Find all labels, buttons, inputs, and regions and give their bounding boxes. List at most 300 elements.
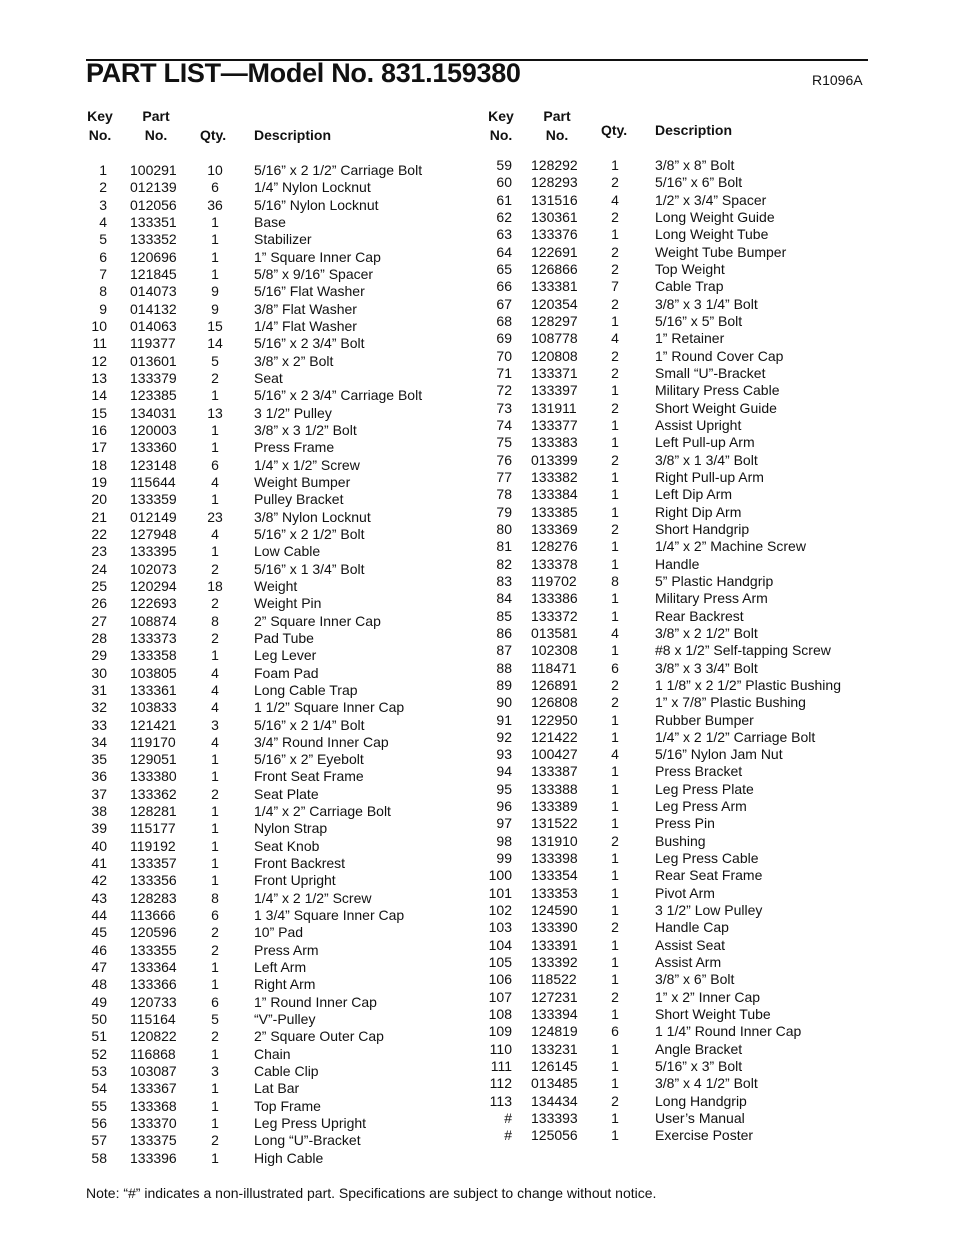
- quantity: 1: [611, 312, 619, 329]
- description: 1 1/8” x 2 1/2” Plastic Bushing: [655, 676, 841, 693]
- key-number: 39: [91, 820, 107, 837]
- quantity: 1: [611, 763, 619, 780]
- part-number: 133364: [130, 959, 177, 976]
- part-row: [472, 1006, 868, 1023]
- quantity: 1: [211, 837, 219, 854]
- part-row: [86, 179, 466, 196]
- part-row: [86, 543, 466, 560]
- part-row: [86, 665, 466, 682]
- part-row: [86, 318, 466, 335]
- part-row: [472, 192, 868, 209]
- part-number: 131910: [531, 832, 578, 849]
- description: 5/16” x 2 1/4” Bolt: [254, 716, 365, 733]
- part-number: 133383: [531, 434, 578, 451]
- part-row: [86, 509, 466, 526]
- quantity: 13: [207, 404, 223, 421]
- part-number: 133355: [130, 941, 177, 958]
- part-number: 133391: [531, 936, 578, 953]
- description: Rear Backrest: [655, 607, 744, 624]
- part-number: 133377: [531, 416, 578, 433]
- right-description-header: Description: [655, 122, 733, 138]
- key-number: 83: [496, 572, 512, 589]
- description: Short Handgrip: [655, 520, 750, 537]
- key-number: 52: [91, 1045, 107, 1062]
- description: Chain: [254, 1045, 291, 1062]
- part-row: [86, 422, 466, 439]
- key-number: 66: [496, 278, 512, 295]
- part-number: 119377: [130, 335, 176, 352]
- part-row: [86, 751, 466, 768]
- description: 1” x 2” Inner Cap: [655, 988, 761, 1005]
- part-number: 126808: [531, 694, 578, 711]
- part-row: [86, 474, 466, 491]
- key-number: 5: [99, 231, 107, 248]
- part-number: 129051: [130, 751, 177, 768]
- key-number: 29: [91, 647, 107, 664]
- part-row: [86, 266, 466, 283]
- part-row: [86, 942, 466, 959]
- part-number: 113666: [130, 907, 176, 924]
- key-number: 23: [91, 543, 107, 560]
- part-number: 133392: [531, 954, 578, 971]
- part-number: 127948: [130, 525, 177, 542]
- key-number: 6: [99, 248, 107, 265]
- part-row: [472, 382, 868, 399]
- part-row: [472, 590, 868, 607]
- part-row: [86, 820, 466, 837]
- description: Short Weight Tube: [655, 1006, 771, 1023]
- key-number: 113: [489, 1092, 512, 1109]
- key-number: 98: [496, 832, 512, 849]
- quantity: 6: [211, 456, 219, 473]
- quantity: 3: [211, 716, 219, 733]
- description: 1/4” x 2” Carriage Bolt: [254, 803, 391, 820]
- left-qty-header: Qty.: [200, 127, 227, 143]
- part-number: 012139: [130, 179, 177, 196]
- part-row: [472, 642, 868, 659]
- description: Right Pull-up Arm: [655, 468, 764, 485]
- part-number: 014063: [130, 317, 177, 334]
- part-number: 014073: [130, 283, 177, 300]
- part-row: [86, 907, 466, 924]
- part-number: 128283: [130, 889, 177, 906]
- description: Assist Seat: [655, 936, 726, 953]
- quantity: 1: [211, 855, 219, 872]
- quantity: 1: [211, 231, 219, 248]
- part-row: [86, 1150, 466, 1167]
- key-number: 49: [91, 993, 107, 1010]
- part-number: 122693: [130, 595, 177, 612]
- quantity: 1: [611, 382, 619, 399]
- key-number: 84: [496, 590, 512, 607]
- description: 3/8” x 8” Bolt: [655, 157, 735, 173]
- key-number: 36: [91, 768, 107, 785]
- description: Weight Tube Bumper: [655, 243, 787, 260]
- part-number: 134031: [130, 404, 177, 421]
- key-number: 54: [91, 1080, 107, 1097]
- part-number: 123385: [130, 387, 177, 404]
- part-row: [472, 1041, 868, 1058]
- quantity: 1: [611, 971, 619, 988]
- quantity: 18: [207, 577, 223, 594]
- part-row: [472, 400, 868, 417]
- part-row: [86, 613, 466, 630]
- part-number: 122691: [531, 243, 578, 260]
- part-number: 133361: [130, 681, 177, 698]
- quantity: 2: [611, 399, 619, 416]
- key-number: 82: [496, 555, 512, 572]
- part-row: [472, 278, 868, 295]
- key-number: 51: [91, 1028, 107, 1045]
- key-number: 50: [91, 1011, 107, 1028]
- part-row: [86, 561, 466, 578]
- quantity: 4: [211, 681, 219, 698]
- description: “V”-Pulley: [254, 1011, 316, 1028]
- quantity: 1: [611, 538, 619, 555]
- quantity: 9: [211, 283, 219, 300]
- left-part-header-top: Part: [142, 108, 170, 124]
- part-number: 115164: [130, 1011, 176, 1028]
- part-row: [86, 526, 466, 543]
- right-part-header-top: Part: [543, 108, 571, 124]
- part-row: [86, 335, 466, 352]
- key-number: 90: [496, 694, 512, 711]
- quantity: 2: [611, 919, 619, 936]
- description: Assist Upright: [655, 416, 742, 433]
- part-row: [86, 1028, 466, 1045]
- description: Press Bracket: [655, 763, 743, 780]
- part-number: 128276: [531, 538, 578, 555]
- part-number: 115177: [130, 820, 176, 837]
- description: Front Upright: [254, 872, 336, 889]
- description: Leg Press Upright: [254, 1115, 367, 1132]
- description: 1/4” Flat Washer: [254, 317, 357, 334]
- key-number: 105: [488, 954, 512, 971]
- part-row: [472, 1075, 868, 1092]
- part-number: 118522: [531, 971, 577, 988]
- part-row: [472, 608, 868, 625]
- description: Top Weight: [655, 260, 725, 277]
- key-number: 11: [92, 335, 107, 352]
- part-row: [86, 1046, 466, 1063]
- key-number: 3: [99, 196, 107, 213]
- quantity: 5: [211, 352, 219, 369]
- quantity: 14: [207, 335, 223, 352]
- key-number: 79: [496, 503, 512, 520]
- part-row: [86, 717, 466, 734]
- description: 5” Plastic Handgrip: [655, 572, 774, 589]
- part-row: [472, 521, 868, 538]
- quantity: 15: [207, 317, 223, 334]
- part-number: 100291: [130, 162, 177, 178]
- part-row: [86, 162, 466, 179]
- description: 5/16” x 3” Bolt: [655, 1058, 743, 1075]
- part-number: 125056: [531, 1127, 578, 1144]
- part-row: [472, 937, 868, 954]
- key-number: 47: [91, 959, 107, 976]
- part-number: 133351: [130, 213, 177, 230]
- quantity: 5: [211, 1011, 219, 1028]
- description: Long Weight Tube: [655, 226, 769, 243]
- key-number: 104: [488, 936, 512, 953]
- quantity: 2: [211, 595, 219, 612]
- part-row: [86, 872, 466, 889]
- description: Top Frame: [254, 1097, 321, 1114]
- page-title: PART LIST—Model No. 831.159380: [86, 58, 521, 88]
- part-number: 133372: [531, 607, 578, 624]
- key-number: 78: [496, 486, 512, 503]
- part-row: [472, 469, 868, 486]
- quantity: 4: [611, 624, 619, 641]
- part-number: 121845: [130, 265, 177, 282]
- description: Press Frame: [254, 439, 335, 456]
- key-number: 31: [91, 681, 107, 698]
- key-number: 88: [496, 659, 512, 676]
- key-number: 95: [496, 780, 512, 797]
- key-number: 60: [496, 174, 512, 191]
- part-row: [472, 504, 868, 521]
- quantity: 1: [611, 1075, 619, 1092]
- part-number: 128297: [531, 312, 578, 329]
- part-row: [86, 786, 466, 803]
- key-number: 21: [91, 508, 107, 525]
- right-part-header: [532, 107, 582, 145]
- quantity: 1: [211, 959, 219, 976]
- description: Press Arm: [254, 941, 319, 958]
- key-number: 30: [91, 664, 107, 681]
- part-number: 118471: [531, 659, 577, 676]
- description: 2” Square Outer Cap: [254, 1028, 384, 1045]
- quantity: 2: [611, 174, 619, 191]
- quantity: 1: [211, 543, 219, 560]
- key-number: 100: [488, 867, 512, 884]
- quantity: 1: [211, 768, 219, 785]
- quantity: 2: [211, 560, 219, 577]
- key-number: 13: [91, 369, 107, 386]
- left-part-header-bottom: No.: [144, 127, 168, 143]
- quantity: 1: [611, 157, 619, 173]
- part-row: [86, 855, 466, 872]
- part-number: 133231: [531, 1040, 578, 1057]
- quantity: 1: [211, 439, 219, 456]
- quantity: 1: [611, 867, 619, 884]
- part-row: [472, 1058, 868, 1075]
- key-number: 97: [496, 815, 512, 832]
- quantity: 4: [211, 525, 219, 542]
- description: Rear Seat Frame: [655, 867, 763, 884]
- quantity: 1: [611, 954, 619, 971]
- key-number: 93: [496, 746, 512, 763]
- key-number: 96: [496, 798, 512, 815]
- quantity: 2: [211, 941, 219, 958]
- quantity: 1: [611, 486, 619, 503]
- key-number: 59: [496, 157, 512, 173]
- part-number: 102308: [531, 642, 578, 659]
- quantity: 2: [611, 676, 619, 693]
- description: Pulley Bracket: [254, 491, 344, 508]
- quantity: 36: [207, 196, 223, 213]
- quantity: 2: [211, 629, 219, 646]
- key-number: 80: [496, 520, 512, 537]
- key-number: 73: [496, 399, 512, 416]
- quantity: 2: [211, 369, 219, 386]
- left-key-header-top: Key: [87, 108, 113, 124]
- description: Weight Pin: [254, 595, 322, 612]
- quantity: 1: [611, 590, 619, 607]
- part-row: [472, 174, 868, 191]
- part-row: [472, 660, 868, 677]
- key-number: 57: [91, 1132, 107, 1149]
- key-number: 76: [496, 451, 512, 468]
- description: 1/4” x 1/2” Screw: [254, 456, 360, 473]
- part-number: 120596: [130, 924, 177, 941]
- part-row: [472, 486, 868, 503]
- key-number: 9: [99, 300, 107, 317]
- part-number: 133367: [130, 1080, 177, 1097]
- key-number: 4: [99, 213, 107, 230]
- part-row: [472, 677, 868, 694]
- part-number: 133370: [130, 1115, 177, 1132]
- quantity: 2: [611, 988, 619, 1005]
- part-row: [86, 924, 466, 941]
- part-row: [472, 1093, 868, 1110]
- document-code: R1096A: [812, 72, 863, 88]
- part-number: 120733: [130, 993, 177, 1010]
- quantity: 4: [611, 330, 619, 347]
- key-number: 102: [488, 902, 512, 919]
- quantity: 1: [611, 711, 619, 728]
- key-number: 10: [91, 317, 107, 334]
- part-number: 133384: [531, 486, 578, 503]
- description: 3/4” Round Inner Cap: [254, 733, 389, 750]
- key-number: 2: [99, 179, 107, 196]
- key-number: 25: [91, 577, 107, 594]
- part-number: 133368: [130, 1097, 177, 1114]
- part-number: 120808: [531, 347, 578, 364]
- key-number: 103: [488, 919, 512, 936]
- description: Front Backrest: [254, 855, 346, 872]
- part-number: 133397: [531, 382, 578, 399]
- key-number: 106: [488, 971, 512, 988]
- part-number: 126145: [531, 1058, 578, 1075]
- part-row: [472, 573, 868, 590]
- part-row: [86, 1132, 466, 1149]
- part-row: [472, 1127, 868, 1144]
- part-row: [472, 417, 868, 434]
- description: 5/16” x 2” Eyebolt: [254, 751, 364, 768]
- part-number: 120822: [130, 1028, 177, 1045]
- quantity: 1: [611, 468, 619, 485]
- part-number: 124590: [531, 902, 578, 919]
- part-number: 100427: [531, 746, 578, 763]
- part-number: 133360: [130, 439, 177, 456]
- part-row: [472, 815, 868, 832]
- description: Pad Tube: [254, 629, 314, 646]
- key-number: 101: [488, 884, 512, 901]
- description: High Cable: [254, 1149, 324, 1166]
- key-number: 28: [91, 629, 107, 646]
- part-number: 123148: [130, 456, 177, 473]
- quantity: 1: [211, 820, 219, 837]
- part-number: 133393: [531, 1110, 578, 1127]
- description: 5/8” x 9/16” Spacer: [254, 265, 374, 282]
- part-number: 120354: [531, 295, 578, 312]
- part-row: [86, 734, 466, 751]
- quantity: 1: [611, 1127, 619, 1144]
- quantity: 1: [611, 642, 619, 659]
- part-row: [472, 885, 868, 902]
- description: Lat Bar: [254, 1080, 300, 1097]
- part-row: [472, 226, 868, 243]
- quantity: 8: [211, 612, 219, 629]
- quantity: 1: [211, 248, 219, 265]
- description: 1 3/4” Square Inner Cap: [254, 907, 405, 924]
- description: Seat Knob: [254, 837, 320, 854]
- key-number: 8: [99, 283, 107, 300]
- quantity: 1: [611, 902, 619, 919]
- key-number: 109: [488, 1023, 512, 1040]
- description: 3/8” Nylon Locknut: [254, 508, 371, 525]
- key-number: 17: [91, 439, 107, 456]
- part-number: 133382: [531, 468, 578, 485]
- description: #8 x 1/2” Self-tapping Screw: [655, 642, 831, 659]
- quantity: 1: [211, 387, 219, 404]
- part-number: 134434: [531, 1092, 578, 1109]
- description: 1/4” x 2 1/2” Screw: [254, 889, 372, 906]
- quantity: 1: [611, 780, 619, 797]
- part-row: [86, 1098, 466, 1115]
- part-row: [472, 712, 868, 729]
- quantity: 2: [611, 364, 619, 381]
- right-key-header: [481, 107, 521, 145]
- quantity: 4: [211, 664, 219, 681]
- description: Leg Press Arm: [655, 798, 747, 815]
- part-number: 133396: [130, 1149, 177, 1166]
- part-row: [472, 157, 868, 174]
- part-number: 133369: [531, 520, 578, 537]
- description: 5/16” x 5” Bolt: [655, 312, 743, 329]
- part-number: 115644: [130, 473, 176, 490]
- part-number: 119192: [130, 837, 176, 854]
- description: Angle Bracket: [655, 1040, 743, 1057]
- description: Low Cable: [254, 543, 321, 560]
- part-number: 120294: [130, 577, 177, 594]
- part-number: 122950: [531, 711, 578, 728]
- description: Base: [254, 213, 286, 230]
- quantity: 2: [211, 924, 219, 941]
- description: 3/8” x 3 1/2” Bolt: [254, 421, 357, 438]
- quantity: 1: [211, 1115, 219, 1132]
- key-number: 81: [496, 538, 512, 555]
- quantity: 1: [211, 803, 219, 820]
- quantity: 2: [211, 785, 219, 802]
- description: 3/8” x 6” Bolt: [655, 971, 735, 988]
- key-number: 62: [496, 208, 512, 225]
- part-number: 131911: [531, 399, 577, 416]
- part-number: 133376: [531, 226, 578, 243]
- description: 10” Pad: [254, 924, 304, 941]
- key-number: 46: [91, 941, 107, 958]
- part-number: 121422: [531, 728, 578, 745]
- description: 1” Retainer: [655, 330, 725, 347]
- part-row: [472, 538, 868, 555]
- key-number: 61: [496, 191, 512, 208]
- description: 1/4” Nylon Locknut: [254, 179, 371, 196]
- part-number: 120696: [130, 248, 177, 265]
- part-number: 133381: [531, 278, 578, 295]
- quantity: 1: [211, 265, 219, 282]
- part-row: [86, 768, 466, 785]
